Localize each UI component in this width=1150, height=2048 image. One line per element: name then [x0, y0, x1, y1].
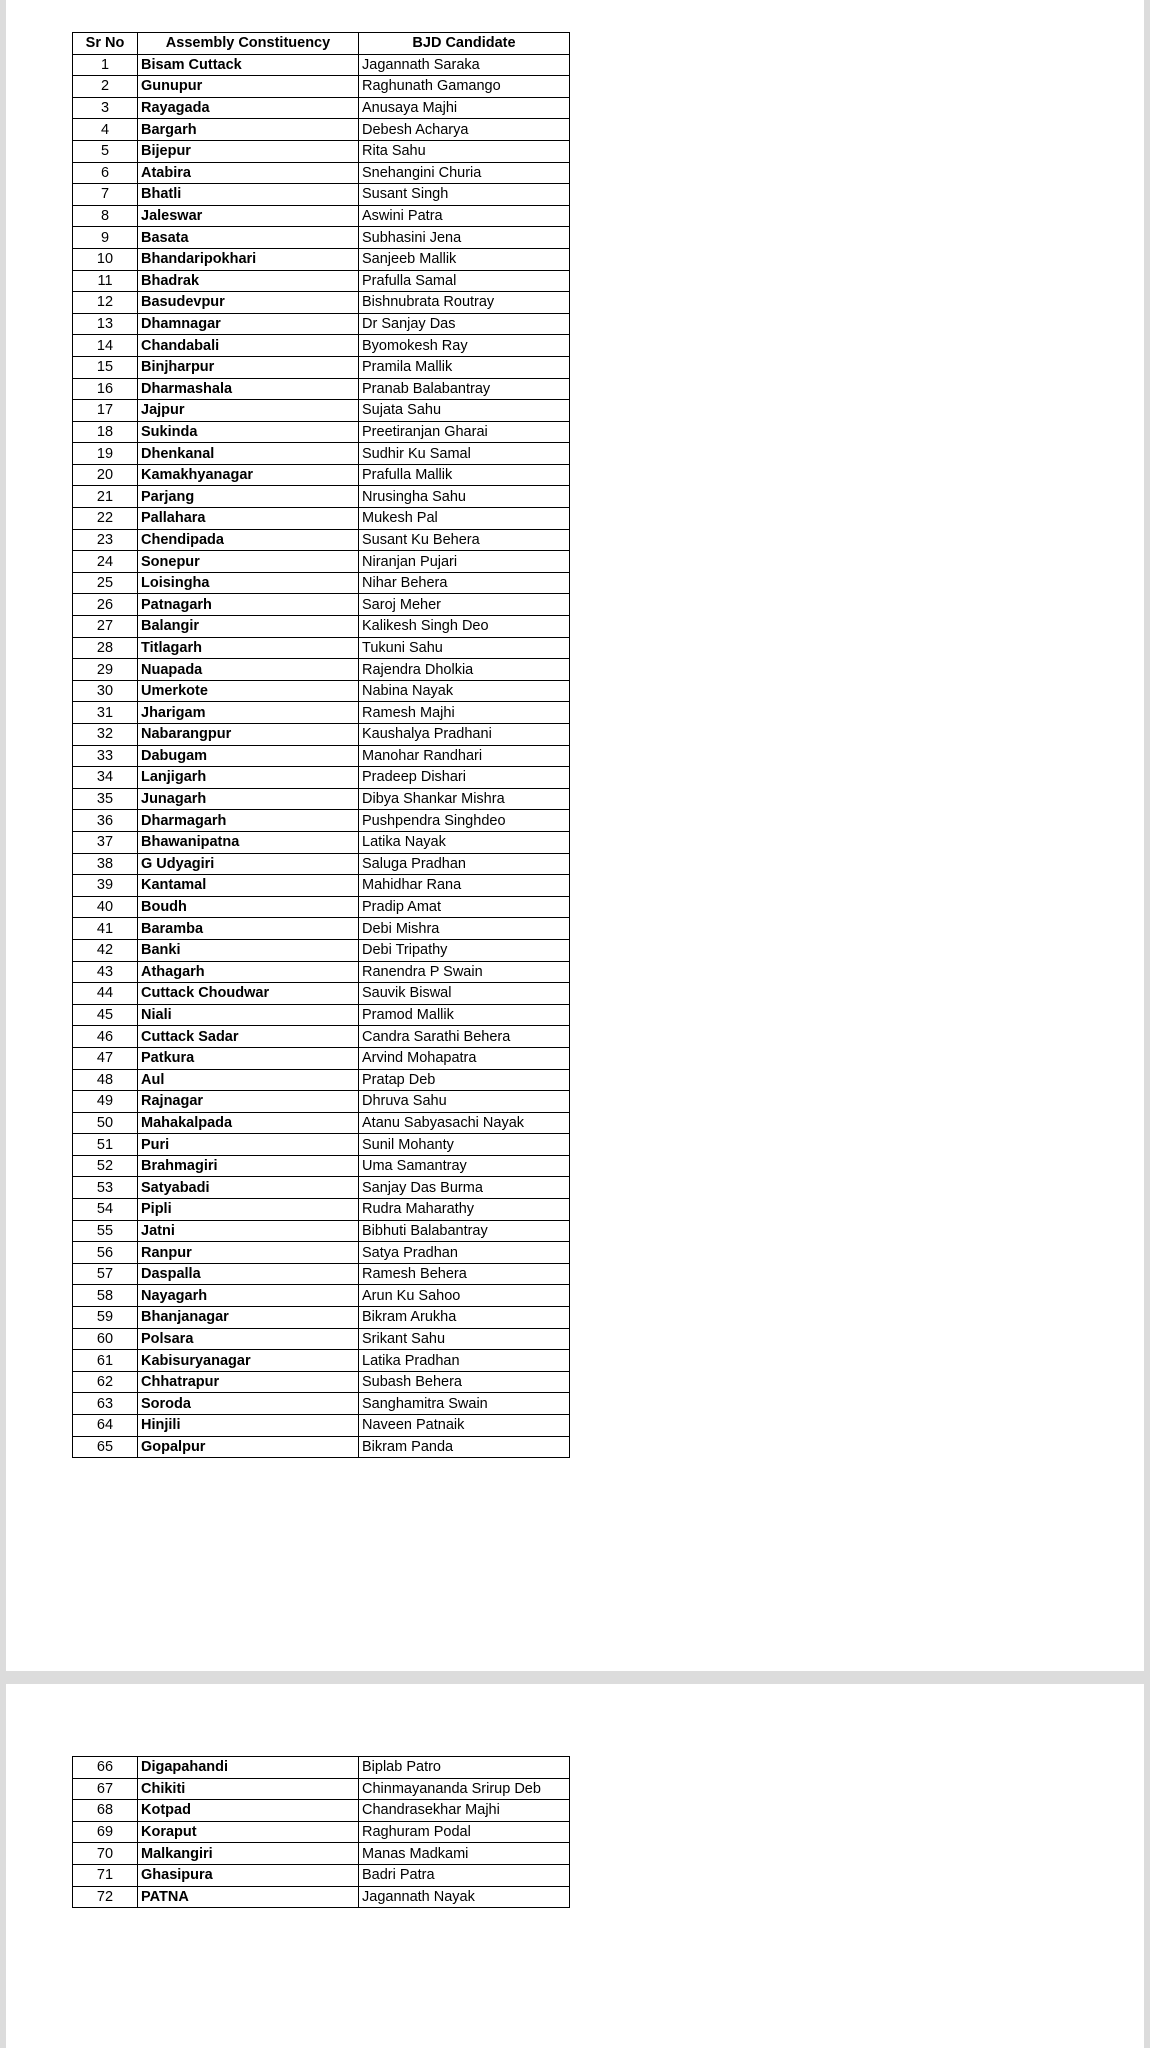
constituency-cell: Pallahara	[138, 508, 359, 530]
table-row	[73, 140, 570, 162]
table-row	[73, 831, 570, 853]
sr-no-cell: 64	[73, 1415, 138, 1437]
constituency-cell: Gunupur	[138, 76, 359, 98]
constituency-cell: Boudh	[138, 896, 359, 918]
sr-no-cell: 6	[73, 162, 138, 184]
candidate-cell: Ramesh Behera	[359, 1263, 570, 1285]
table-row	[73, 1800, 570, 1822]
table-row	[73, 896, 570, 918]
constituency-cell: Bhatli	[138, 184, 359, 206]
sr-no-cell: 68	[73, 1800, 138, 1822]
candidate-cell: Latika Pradhan	[359, 1350, 570, 1372]
table-row	[73, 205, 570, 227]
sr-no-cell: 42	[73, 939, 138, 961]
candidate-cell: Anusaya Majhi	[359, 97, 570, 119]
table-row	[73, 1436, 570, 1458]
constituency-cell: Bijepur	[138, 140, 359, 162]
candidate-table	[72, 32, 570, 1458]
sr-no-cell: 41	[73, 918, 138, 940]
candidate-cell: Bishnubrata Routray	[359, 292, 570, 314]
sr-no-cell: 21	[73, 486, 138, 508]
table-row	[73, 1350, 570, 1372]
candidate-cell: Manas Madkami	[359, 1843, 570, 1865]
sr-no-cell: 65	[73, 1436, 138, 1458]
constituency-cell: Nabarangpur	[138, 724, 359, 746]
constituency-cell: Patkura	[138, 1047, 359, 1069]
sr-no-cell: 17	[73, 400, 138, 422]
table-row	[73, 659, 570, 681]
constituency-cell: Kabisuryanagar	[138, 1350, 359, 1372]
constituency-cell: Bisam Cuttack	[138, 54, 359, 76]
table-row	[73, 1415, 570, 1437]
constituency-cell: PATNA	[138, 1886, 359, 1908]
table-row	[73, 1155, 570, 1177]
sr-no-cell: 35	[73, 788, 138, 810]
candidate-cell: Candra Sarathi Behera	[359, 1026, 570, 1048]
constituency-cell: Sonepur	[138, 551, 359, 573]
table-row	[73, 97, 570, 119]
constituency-cell: Dharmagarh	[138, 810, 359, 832]
candidate-cell: Sauvik Biswal	[359, 983, 570, 1005]
constituency-cell: Aul	[138, 1069, 359, 1091]
sr-no-cell: 70	[73, 1843, 138, 1865]
candidate-cell: Sunil Mohanty	[359, 1134, 570, 1156]
table-row	[73, 724, 570, 746]
candidate-cell: Dibya Shankar Mishra	[359, 788, 570, 810]
table-body	[73, 54, 570, 1458]
candidate-cell: Raghunath Gamango	[359, 76, 570, 98]
candidate-cell: Saroj Meher	[359, 594, 570, 616]
constituency-cell: Umerkote	[138, 680, 359, 702]
candidate-cell: Pramod Mallik	[359, 1004, 570, 1026]
sr-no-cell: 57	[73, 1263, 138, 1285]
constituency-cell: Ghasipura	[138, 1864, 359, 1886]
table-row	[73, 788, 570, 810]
candidate-cell: Susant Singh	[359, 184, 570, 206]
candidate-cell: Aswini Patra	[359, 205, 570, 227]
sr-no-cell: 53	[73, 1177, 138, 1199]
constituency-cell: Basudevpur	[138, 292, 359, 314]
sr-no-cell: 59	[73, 1307, 138, 1329]
table-row	[73, 702, 570, 724]
candidate-cell: Subash Behera	[359, 1371, 570, 1393]
constituency-cell: Jajpur	[138, 400, 359, 422]
table-row	[73, 529, 570, 551]
table-row	[73, 745, 570, 767]
table-row	[73, 1091, 570, 1113]
table-header-row	[73, 33, 570, 55]
table-row	[73, 400, 570, 422]
sr-no-cell: 11	[73, 270, 138, 292]
sr-no-cell: 61	[73, 1350, 138, 1372]
candidate-cell: Rita Sahu	[359, 140, 570, 162]
sr-no-cell: 48	[73, 1069, 138, 1091]
candidate-cell: Jagannath Saraka	[359, 54, 570, 76]
table-row	[73, 1026, 570, 1048]
candidate-cell: Pradip Amat	[359, 896, 570, 918]
sr-no-cell: 30	[73, 680, 138, 702]
table-row	[73, 76, 570, 98]
header-assembly-constituency: Assembly Constituency	[138, 33, 359, 55]
sr-no-cell: 60	[73, 1328, 138, 1350]
candidate-cell: Kalikesh Singh Deo	[359, 616, 570, 638]
sr-no-cell: 25	[73, 572, 138, 594]
constituency-cell: Rayagada	[138, 97, 359, 119]
candidate-cell: Atanu Sabyasachi Nayak	[359, 1112, 570, 1134]
candidate-cell: Satya Pradhan	[359, 1242, 570, 1264]
constituency-cell: Bhanjanagar	[138, 1307, 359, 1329]
sr-no-cell: 66	[73, 1757, 138, 1779]
candidate-cell: Ramesh Majhi	[359, 702, 570, 724]
table-row	[73, 227, 570, 249]
constituency-cell: Titlagarh	[138, 637, 359, 659]
sr-no-cell: 20	[73, 464, 138, 486]
table-row	[73, 1843, 570, 1865]
candidate-cell: Sujata Sahu	[359, 400, 570, 422]
table-row	[73, 1393, 570, 1415]
table-row	[73, 1177, 570, 1199]
constituency-cell: Jatni	[138, 1220, 359, 1242]
table-row	[73, 162, 570, 184]
sr-no-cell: 32	[73, 724, 138, 746]
sr-no-cell: 27	[73, 616, 138, 638]
constituency-cell: Baramba	[138, 918, 359, 940]
candidate-cell: Tukuni Sahu	[359, 637, 570, 659]
sr-no-cell: 34	[73, 767, 138, 789]
table-row	[73, 680, 570, 702]
candidate-cell: Susant Ku Behera	[359, 529, 570, 551]
table-row	[73, 1242, 570, 1264]
constituency-cell: Satyabadi	[138, 1177, 359, 1199]
constituency-cell: Basata	[138, 227, 359, 249]
constituency-cell: Malkangiri	[138, 1843, 359, 1865]
sr-no-cell: 36	[73, 810, 138, 832]
sr-no-cell: 3	[73, 97, 138, 119]
sr-no-cell: 14	[73, 335, 138, 357]
constituency-cell: Rajnagar	[138, 1091, 359, 1113]
sr-no-cell: 63	[73, 1393, 138, 1415]
candidate-cell: Saluga Pradhan	[359, 853, 570, 875]
constituency-cell: Banki	[138, 939, 359, 961]
sr-no-cell: 49	[73, 1091, 138, 1113]
sr-no-cell: 54	[73, 1199, 138, 1221]
candidate-cell: Bikram Panda	[359, 1436, 570, 1458]
constituency-cell: Gopalpur	[138, 1436, 359, 1458]
candidate-cell: Arvind Mohapatra	[359, 1047, 570, 1069]
table-row	[73, 1069, 570, 1091]
candidate-cell: Bibhuti Balabantray	[359, 1220, 570, 1242]
document-page-2	[6, 1684, 1144, 2048]
table-row	[73, 1047, 570, 1069]
table-row	[73, 1757, 570, 1779]
sr-no-cell: 40	[73, 896, 138, 918]
table-row	[73, 464, 570, 486]
constituency-cell: Hinjili	[138, 1415, 359, 1437]
sr-no-cell: 15	[73, 356, 138, 378]
candidate-cell: Prafulla Mallik	[359, 464, 570, 486]
table-row	[73, 853, 570, 875]
constituency-cell: Ranpur	[138, 1242, 359, 1264]
table-row	[73, 292, 570, 314]
table-row	[73, 1307, 570, 1329]
table-row	[73, 313, 570, 335]
constituency-cell: Kamakhyanagar	[138, 464, 359, 486]
sr-no-cell: 31	[73, 702, 138, 724]
constituency-cell: Chendipada	[138, 529, 359, 551]
constituency-cell: Bargarh	[138, 119, 359, 141]
table-row	[73, 443, 570, 465]
constituency-cell: Pipli	[138, 1199, 359, 1221]
candidate-cell: Kaushalya Pradhani	[359, 724, 570, 746]
constituency-cell: Mahakalpada	[138, 1112, 359, 1134]
table-row	[73, 1328, 570, 1350]
constituency-cell: Brahmagiri	[138, 1155, 359, 1177]
sr-no-cell: 58	[73, 1285, 138, 1307]
table-row	[73, 810, 570, 832]
sr-no-cell: 23	[73, 529, 138, 551]
header-sr-no: Sr No	[73, 33, 138, 55]
table-row	[73, 1112, 570, 1134]
sr-no-cell: 8	[73, 205, 138, 227]
sr-no-cell: 67	[73, 1778, 138, 1800]
table-row	[73, 184, 570, 206]
candidate-cell: Jagannath Nayak	[359, 1886, 570, 1908]
candidate-cell: Bikram Arukha	[359, 1307, 570, 1329]
candidate-table-continued	[72, 1756, 570, 1908]
constituency-cell: Soroda	[138, 1393, 359, 1415]
sr-no-cell: 46	[73, 1026, 138, 1048]
candidate-cell: Preetiranjan Gharai	[359, 421, 570, 443]
sr-no-cell: 62	[73, 1371, 138, 1393]
candidate-cell: Pushpendra Singhdeo	[359, 810, 570, 832]
constituency-cell: Parjang	[138, 486, 359, 508]
sr-no-cell: 69	[73, 1821, 138, 1843]
table-row	[73, 1220, 570, 1242]
table-row	[73, 1864, 570, 1886]
sr-no-cell: 44	[73, 983, 138, 1005]
constituency-cell: Digapahandi	[138, 1757, 359, 1779]
sr-no-cell: 16	[73, 378, 138, 400]
table-row	[73, 508, 570, 530]
sr-no-cell: 71	[73, 1864, 138, 1886]
candidate-cell: Nrusingha Sahu	[359, 486, 570, 508]
constituency-cell: Binjharpur	[138, 356, 359, 378]
sr-no-cell: 12	[73, 292, 138, 314]
table-row	[73, 939, 570, 961]
table-row	[73, 1371, 570, 1393]
sr-no-cell: 43	[73, 961, 138, 983]
table-row	[73, 551, 570, 573]
candidate-cell: Chinmayananda Srirup Deb	[359, 1778, 570, 1800]
candidate-cell: Dr Sanjay Das	[359, 313, 570, 335]
constituency-cell: Bhawanipatna	[138, 831, 359, 853]
sr-no-cell: 33	[73, 745, 138, 767]
candidate-cell: Rajendra Dholkia	[359, 659, 570, 681]
sr-no-cell: 7	[73, 184, 138, 206]
constituency-cell: Patnagarh	[138, 594, 359, 616]
candidate-cell: Prafulla Samal	[359, 270, 570, 292]
table-row	[73, 637, 570, 659]
constituency-cell: Chandabali	[138, 335, 359, 357]
sr-no-cell: 26	[73, 594, 138, 616]
candidate-cell: Byomokesh Ray	[359, 335, 570, 357]
constituency-cell: Niali	[138, 1004, 359, 1026]
sr-no-cell: 22	[73, 508, 138, 530]
constituency-cell: Sukinda	[138, 421, 359, 443]
candidate-cell: Manohar Randhari	[359, 745, 570, 767]
candidate-cell: Pramila Mallik	[359, 356, 570, 378]
constituency-cell: Nayagarh	[138, 1285, 359, 1307]
candidate-cell: Dhruva Sahu	[359, 1091, 570, 1113]
sr-no-cell: 9	[73, 227, 138, 249]
candidate-cell: Nabina Nayak	[359, 680, 570, 702]
table-body	[73, 1757, 570, 1908]
table-row	[73, 486, 570, 508]
table-row	[73, 356, 570, 378]
sr-no-cell: 18	[73, 421, 138, 443]
constituency-cell: Cuttack Sadar	[138, 1026, 359, 1048]
candidate-cell: Sanghamitra Swain	[359, 1393, 570, 1415]
constituency-cell: Bhadrak	[138, 270, 359, 292]
document-page-1	[6, 0, 1144, 1671]
constituency-cell: Junagarh	[138, 788, 359, 810]
candidate-cell: Pradeep Dishari	[359, 767, 570, 789]
constituency-cell: Balangir	[138, 616, 359, 638]
candidate-cell: Snehangini Churia	[359, 162, 570, 184]
table-row	[73, 616, 570, 638]
sr-no-cell: 39	[73, 875, 138, 897]
constituency-cell: Chikiti	[138, 1778, 359, 1800]
sr-no-cell: 5	[73, 140, 138, 162]
candidate-cell: Biplab Patro	[359, 1757, 570, 1779]
table-row	[73, 594, 570, 616]
sr-no-cell: 51	[73, 1134, 138, 1156]
table-row	[73, 1821, 570, 1843]
candidate-cell: Raghuram Podal	[359, 1821, 570, 1843]
table-row	[73, 335, 570, 357]
table-row	[73, 875, 570, 897]
constituency-cell: Cuttack Choudwar	[138, 983, 359, 1005]
table-row	[73, 421, 570, 443]
sr-no-cell: 28	[73, 637, 138, 659]
sr-no-cell: 13	[73, 313, 138, 335]
table-row	[73, 1886, 570, 1908]
constituency-cell: Polsara	[138, 1328, 359, 1350]
table-row	[73, 983, 570, 1005]
constituency-cell: Kotpad	[138, 1800, 359, 1822]
table-row	[73, 1778, 570, 1800]
candidate-cell: Pratap Deb	[359, 1069, 570, 1091]
table-row	[73, 119, 570, 141]
sr-no-cell: 2	[73, 76, 138, 98]
constituency-cell: Dabugam	[138, 745, 359, 767]
table-row	[73, 1199, 570, 1221]
constituency-cell: Daspalla	[138, 1263, 359, 1285]
constituency-cell: Koraput	[138, 1821, 359, 1843]
candidate-cell: Chandrasekhar Majhi	[359, 1800, 570, 1822]
table-row	[73, 961, 570, 983]
table-row	[73, 1134, 570, 1156]
table-row	[73, 1263, 570, 1285]
candidate-cell: Pranab Balabantray	[359, 378, 570, 400]
candidate-cell: Uma Samantray	[359, 1155, 570, 1177]
candidate-cell: Debesh Acharya	[359, 119, 570, 141]
constituency-cell: Bhandaripokhari	[138, 248, 359, 270]
candidate-cell: Debi Tripathy	[359, 939, 570, 961]
candidate-cell: Ranendra P Swain	[359, 961, 570, 983]
constituency-cell: Dhenkanal	[138, 443, 359, 465]
sr-no-cell: 45	[73, 1004, 138, 1026]
candidate-cell: Mukesh Pal	[359, 508, 570, 530]
candidate-cell: Niranjan Pujari	[359, 551, 570, 573]
candidate-cell: Rudra Maharathy	[359, 1199, 570, 1221]
sr-no-cell: 55	[73, 1220, 138, 1242]
candidate-cell: Sanjay Das Burma	[359, 1177, 570, 1199]
candidate-cell: Badri Patra	[359, 1864, 570, 1886]
constituency-cell: Athagarh	[138, 961, 359, 983]
candidate-cell: Mahidhar Rana	[359, 875, 570, 897]
candidate-cell: Latika Nayak	[359, 831, 570, 853]
candidate-cell: Arun Ku Sahoo	[359, 1285, 570, 1307]
candidate-cell: Naveen Patnaik	[359, 1415, 570, 1437]
sr-no-cell: 10	[73, 248, 138, 270]
constituency-cell: Dhamnagar	[138, 313, 359, 335]
constituency-cell: Jharigam	[138, 702, 359, 724]
table-row	[73, 248, 570, 270]
sr-no-cell: 29	[73, 659, 138, 681]
candidate-cell: Sanjeeb Mallik	[359, 248, 570, 270]
sr-no-cell: 4	[73, 119, 138, 141]
constituency-cell: G Udyagiri	[138, 853, 359, 875]
sr-no-cell: 19	[73, 443, 138, 465]
constituency-cell: Kantamal	[138, 875, 359, 897]
table-row	[73, 1004, 570, 1026]
constituency-cell: Nuapada	[138, 659, 359, 681]
table-row	[73, 54, 570, 76]
sr-no-cell: 50	[73, 1112, 138, 1134]
table-row	[73, 572, 570, 594]
constituency-cell: Jaleswar	[138, 205, 359, 227]
candidate-cell: Nihar Behera	[359, 572, 570, 594]
constituency-cell: Atabira	[138, 162, 359, 184]
constituency-cell: Loisingha	[138, 572, 359, 594]
table-row	[73, 378, 570, 400]
candidate-cell: Sudhir Ku Samal	[359, 443, 570, 465]
sr-no-cell: 56	[73, 1242, 138, 1264]
table-row	[73, 767, 570, 789]
sr-no-cell: 38	[73, 853, 138, 875]
constituency-cell: Chhatrapur	[138, 1371, 359, 1393]
header-bjd-candidate: BJD Candidate	[359, 33, 570, 55]
candidate-cell: Debi Mishra	[359, 918, 570, 940]
sr-no-cell: 47	[73, 1047, 138, 1069]
table-row	[73, 918, 570, 940]
sr-no-cell: 37	[73, 831, 138, 853]
constituency-cell: Puri	[138, 1134, 359, 1156]
sr-no-cell: 1	[73, 54, 138, 76]
candidate-cell: Srikant Sahu	[359, 1328, 570, 1350]
table-row	[73, 1285, 570, 1307]
sr-no-cell: 24	[73, 551, 138, 573]
constituency-cell: Lanjigarh	[138, 767, 359, 789]
candidate-cell: Subhasini Jena	[359, 227, 570, 249]
sr-no-cell: 52	[73, 1155, 138, 1177]
sr-no-cell: 72	[73, 1886, 138, 1908]
table-row	[73, 270, 570, 292]
constituency-cell: Dharmashala	[138, 378, 359, 400]
